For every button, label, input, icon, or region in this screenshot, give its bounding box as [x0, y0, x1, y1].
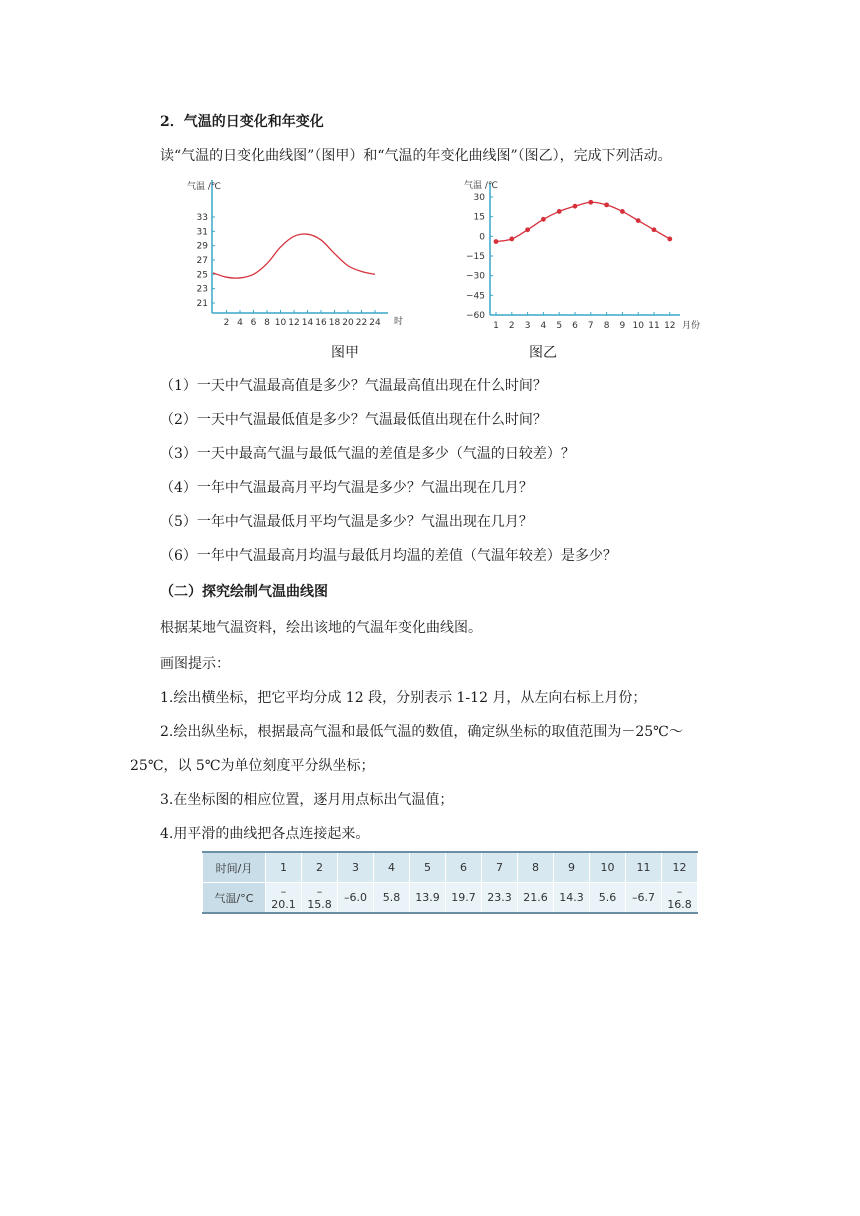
data-point: [494, 239, 499, 244]
x-tick-label: 12: [664, 321, 676, 331]
table-cell: –20.1: [266, 883, 302, 914]
data-point: [557, 209, 562, 214]
subsection-title: （二）探究绘制气温曲线图: [160, 584, 328, 600]
x-tick-label: 8: [603, 321, 610, 331]
data-point: [652, 227, 657, 232]
x-tick-label: 2: [508, 321, 515, 331]
data-point: [667, 237, 672, 242]
table-cell: 7: [482, 852, 518, 883]
y-axis-label: 气温 /℃: [187, 182, 222, 192]
y-tick-label: 33: [196, 213, 208, 223]
x-axis-label: 月份: [682, 321, 701, 331]
y-tick-label: 23: [196, 284, 208, 295]
y-tick-label: 25: [196, 270, 208, 281]
table-cell: –6.7: [626, 883, 662, 914]
y-axis-label: 气温 /℃: [464, 181, 499, 191]
x-axis-label: 时: [394, 317, 404, 327]
table-cell: –15.8: [302, 883, 338, 914]
data-point: [620, 209, 625, 214]
tip-4: 4.用平滑的曲线把各点连接起来。: [160, 826, 370, 842]
table-row-temps: [203, 883, 698, 914]
instruction-text: 根据某地气温资料，绘出该地的气温年变化曲线图。: [160, 620, 482, 636]
y-tick-label: −60: [466, 311, 485, 321]
x-tick-label: 9: [619, 321, 626, 331]
question-2: （2）一天中气温最低值是多少？气温最低值出现在什么时间？: [160, 412, 547, 428]
table-cell: 23.3: [482, 883, 518, 914]
table-cell: 5.6: [590, 883, 626, 914]
x-tick-label: 12: [288, 318, 300, 328]
y-tick-label: −45: [466, 291, 485, 302]
y-tick-label: −30: [466, 271, 485, 282]
question-4: （4）一年中气温最高月平均气温是多少？气温出现在几月？: [160, 480, 533, 496]
question-1: （1）一天中气温最高值是多少？气温最高值出现在什么时间？: [160, 378, 547, 394]
x-tick-label: 6: [572, 321, 578, 331]
tips-label: 画图提示：: [160, 656, 230, 672]
data-point: [588, 200, 593, 205]
x-tick-label: 2: [223, 318, 230, 328]
table-row-months: [203, 852, 698, 883]
temperature-table: [202, 851, 698, 914]
x-tick-label: 22: [355, 318, 368, 328]
table-cell: 1: [266, 852, 302, 883]
temperature-curve: [213, 234, 375, 278]
question-6: （6）一年中气温最高月均温与最低月均温的差值（气温年较差）是多少？: [160, 548, 617, 564]
y-tick-label: 31: [196, 227, 208, 238]
table-cell: 13.9: [410, 883, 446, 914]
table-cell: 9: [554, 852, 590, 883]
x-tick-label: 18: [328, 318, 341, 328]
table-cell: 5: [410, 852, 446, 883]
tip-2: 2.绘出纵坐标，根据最高气温和最低气温的数值，确定纵坐标的取值范围为－25℃～: [160, 724, 683, 740]
data-point: [604, 202, 609, 207]
table-cell: 5.8: [374, 883, 410, 914]
chart-a-caption: 图甲: [331, 345, 359, 361]
table-cell: 14.3: [554, 883, 590, 914]
x-tick-label: 14: [301, 318, 314, 328]
data-point: [541, 217, 546, 222]
table-header-temp: 气温/°C: [203, 883, 266, 914]
x-tick-label: 4: [237, 318, 243, 328]
y-tick-label: 0: [479, 232, 485, 243]
x-tick-label: 5: [556, 321, 563, 331]
table-cell: 11: [626, 852, 662, 883]
x-tick-label: 24: [369, 318, 381, 328]
y-tick-label: 27: [196, 256, 208, 266]
x-tick-label: 6: [250, 318, 257, 328]
y-tick-label: 21: [196, 299, 208, 309]
section-title: 2．气温的日变化和年变化: [160, 114, 324, 130]
x-tick-label: 20: [342, 318, 354, 328]
question-3: （3）一天中最高气温与最低气温的差值是多少（气温的日较差）？: [160, 446, 575, 462]
y-tick-label: 30: [473, 193, 485, 203]
x-tick-label: 7: [587, 321, 594, 331]
tip-2-continued: 25℃，以 5℃为单位刻度平分纵坐标；: [130, 758, 375, 774]
daily-temperature-chart: [185, 175, 410, 335]
annual-temperature-chart: [452, 175, 707, 335]
data-point: [573, 204, 578, 209]
table-cell: 21.6: [518, 883, 554, 914]
data-point: [509, 237, 514, 242]
table-cell: 19.7: [446, 883, 482, 914]
data-point: [525, 227, 530, 232]
x-tick-label: 1: [493, 321, 499, 331]
x-tick-label: 3: [524, 321, 531, 331]
table-cell: –16.8: [662, 883, 698, 914]
question-5: （5）一年中气温最低月平均气温是多少？气温出现在几月？: [160, 514, 533, 530]
x-tick-label: 4: [540, 321, 547, 331]
table-cell: 10: [590, 852, 626, 883]
table-cell: 6: [446, 852, 482, 883]
table-cell: 4: [374, 852, 410, 883]
table-cell: 8: [518, 852, 554, 883]
table-cell: –6.0: [338, 883, 374, 914]
table-cell: 3: [338, 852, 374, 883]
temperature-curve: [496, 202, 670, 241]
data-point: [636, 218, 641, 223]
y-tick-label: −15: [466, 252, 485, 262]
y-tick-label: 15: [473, 212, 485, 223]
x-tick-label: 10: [274, 318, 287, 328]
intro-text: 读“气温的日变化曲线图”（图甲）和“气温的年变化曲线图”（图乙），完成下列活动。: [160, 148, 672, 164]
y-tick-label: 29: [196, 241, 208, 252]
x-tick-label: 8: [264, 318, 270, 328]
table-cell: 2: [302, 852, 338, 883]
tip-1: 1.绘出横坐标，把它平均分成 12 段，分别表示 1-12 月，从左向右标上月份；: [160, 690, 647, 706]
x-tick-label: 10: [632, 321, 644, 331]
tip-3: 3.在坐标图的相应位置，逐月用点标出气温值；: [160, 792, 454, 808]
chart-b-caption: 图乙: [529, 345, 557, 361]
x-tick-label: 11: [648, 321, 660, 331]
table-header-month: 时间/月: [203, 852, 266, 883]
x-tick-label: 16: [315, 318, 327, 328]
table-cell: 12: [662, 852, 698, 883]
